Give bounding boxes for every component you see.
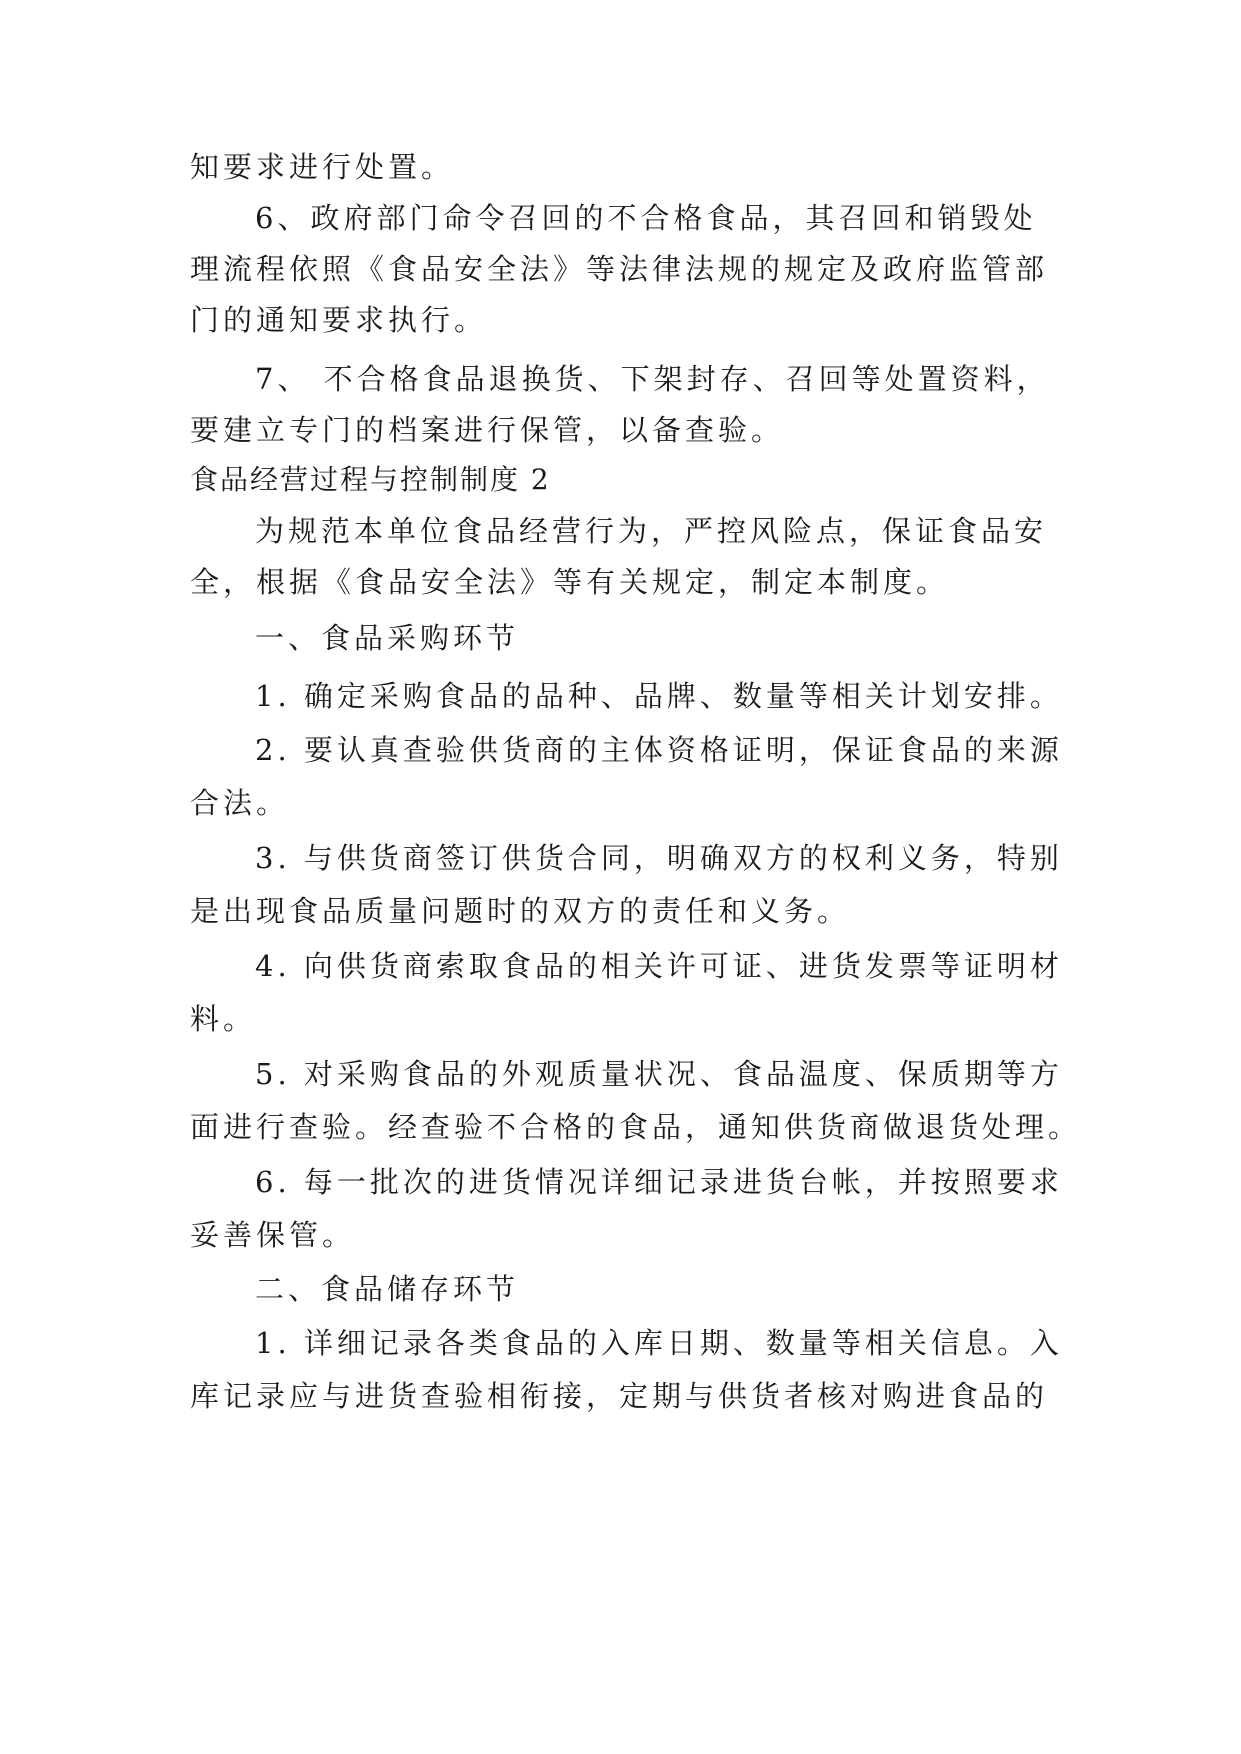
text-line-21: 妥善保管。: [190, 1218, 356, 1252]
text-line-20: 6. 每一批次的进货情况详细记录进货台帐，并按照要求: [255, 1165, 1063, 1199]
section-title: 食品经营过程与控制制度 2: [190, 463, 551, 496]
text-line-15: 是出现食品质量问题时的双方的责任和义务。: [190, 894, 851, 928]
text-line-3: 理流程依照《食品安全法》等法律法规的规定及政府监管部: [190, 252, 1049, 286]
text-line-6: 要建立专门的档案进行保管，以备查验。: [190, 413, 785, 447]
text-line-16: 4. 向供货商索取食品的相关许可证、进货发票等证明材: [255, 949, 1063, 983]
text-line-5: 7、 不合格食品退换货、下架封存、召回等处置资料，: [255, 362, 1050, 396]
text-line-13: 合法。: [190, 786, 290, 820]
text-line-9: 全，根据《食品安全法》等有关规定，制定本制度。: [190, 565, 950, 599]
text-line-11: 1. 确定采购食品的品种、品牌、数量等相关计划安排。: [255, 679, 1063, 713]
text-line-1: 知要求进行处置。: [190, 150, 455, 184]
text-line-8: 为规范本单位食品经营行为，严控风险点，保证食品安: [255, 514, 1048, 548]
text-line-23: 1. 详细记录各类食品的入库日期、数量等相关信息。入: [255, 1326, 1063, 1360]
text-line-2: 6、政府部门命令召回的不合格食品，其召回和销毁处: [255, 201, 1037, 235]
section-heading-2: 二、食品储存环节: [255, 1272, 520, 1306]
text-line-19: 面进行查验。经查验不合格的食品，通知供货商做退货处理。: [190, 1110, 1082, 1144]
text-line-14: 3. 与供货商签订供货合同，明确双方的权利义务，特别: [255, 841, 1063, 875]
text-line-12: 2. 要认真查验供货商的主体资格证明，保证食品的来源: [255, 733, 1063, 767]
text-line-4: 门的通知要求执行。: [190, 303, 488, 337]
text-line-17: 料。: [190, 1002, 257, 1036]
text-line-24: 库记录应与进货查验相衔接，定期与供货者核对购进食品的: [190, 1379, 1049, 1413]
text-line-18: 5. 对采购食品的外观质量状况、食品温度、保质期等方: [255, 1057, 1063, 1091]
section-heading-1: 一、食品采购环节: [255, 621, 520, 655]
